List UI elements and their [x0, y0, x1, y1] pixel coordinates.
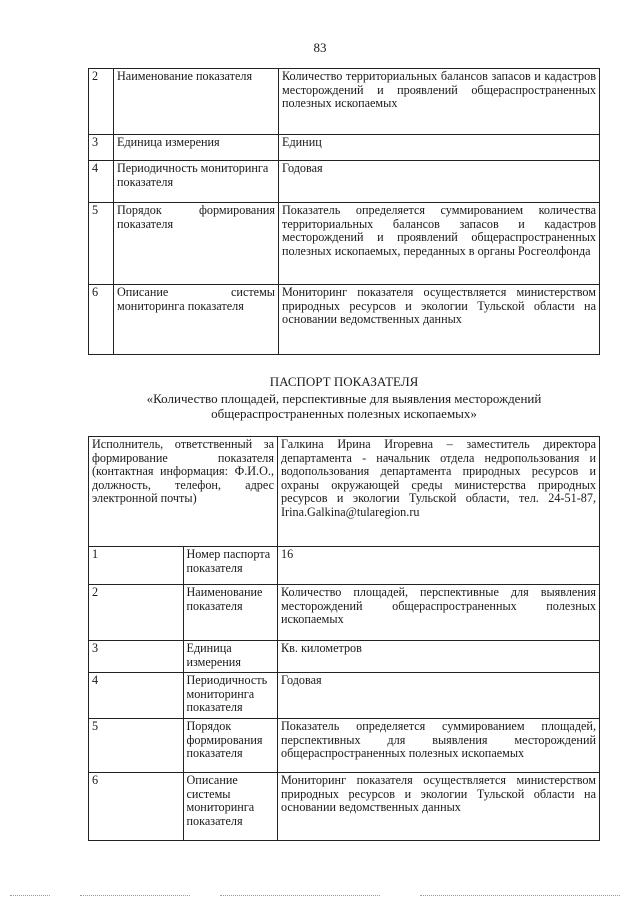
executor-row — [89, 437, 600, 547]
scan-artifact-line — [10, 895, 50, 897]
table-row — [89, 772, 600, 840]
table-row — [89, 161, 600, 203]
row-value: Годовая — [278, 673, 600, 719]
row-value: Единиц — [279, 135, 600, 161]
passport-subtitle-line1: «Количество площадей, перспективные для выявления месторождений — [146, 391, 542, 406]
row-number: 4 — [89, 161, 114, 203]
scan-artifact-line — [80, 895, 190, 897]
row-label: Периодичность мониторинга показателя — [114, 161, 279, 203]
row-value: Показатель определяется суммированием площадей, перспективных для выявления месторождений общераспространенных полезных ископаемых — [278, 718, 600, 772]
row-number: 2 — [89, 585, 184, 641]
indicator-table-continued — [88, 68, 600, 355]
table-row — [89, 718, 600, 772]
row-number: 5 — [89, 203, 114, 285]
row-number: 4 — [89, 673, 184, 719]
row-label: Номер паспорта показателя — [183, 547, 278, 585]
row-label: Порядок формирования показателя — [114, 203, 279, 285]
passport-subtitle-line2: общераспространенных полезных ископаемых» — [211, 406, 477, 421]
row-value: Кв. километров — [278, 641, 600, 673]
row-number: 3 — [89, 135, 114, 161]
row-value: Годовая — [279, 161, 600, 203]
row-number: 3 — [89, 641, 184, 673]
row-value: Мониторинг показателя осуществляется министерством природных ресурсов и экологии Тульской области на основании ведомственных данных — [279, 285, 600, 355]
row-number: 6 — [89, 772, 184, 840]
passport-heading: ПАСПОРТ ПОКАЗАТЕЛЯ — [269, 374, 419, 389]
row-value: 16 — [278, 547, 600, 585]
row-label: Периодичность мониторинга показателя — [183, 673, 278, 719]
row-value: Мониторинг показателя осуществляется министерством природных ресурсов и экологии Тульской области на основании ведомственных данных — [278, 772, 600, 840]
row-label: Наименование показателя — [114, 69, 279, 135]
page-number: 83 — [313, 40, 327, 55]
table-row — [89, 547, 600, 585]
table-row — [89, 585, 600, 641]
executor-value: Галкина Ирина Игоревна – заместитель директора департамента - начальник отдела недропользования и водопользования департамента природных ресурсов и охраны окружающей среды министерства природных ресурсов и экологии Тульской области, тел. 24-51-87, Irina.Galkina@tularegion.ru — [278, 437, 600, 547]
row-value: Количество площадей, перспективные для выявления месторождений общераспространенных полезных ископаемых — [278, 585, 600, 641]
row-number: 2 — [89, 69, 114, 135]
row-number: 1 — [89, 547, 184, 585]
row-value: Показатель определяется суммированием количества территориальных балансов запасов и кадастров месторождений и проявлений общераспространенных полезных ископаемых, переданных в органы Росгеолфонда — [279, 203, 600, 285]
row-label: Описание системы мониторинга показателя — [114, 285, 279, 355]
table-row — [89, 285, 600, 355]
row-value: Количество территориальных балансов запасов и кадастров месторождений и проявлений общераспространенных полезных ископаемых — [279, 69, 600, 135]
scan-artifact-line — [420, 895, 620, 897]
row-label: Единица измерения — [183, 641, 278, 673]
executor-label: Исполнитель, ответственный за формирование показателя (контактная информация: Ф.И.О., должность, телефон, адрес электронной почты) — [89, 437, 278, 547]
table-row — [89, 69, 600, 135]
row-number: 6 — [89, 285, 114, 355]
row-label: Порядок формирования показателя — [183, 718, 278, 772]
passport-table — [88, 436, 600, 841]
row-label: Наименование показателя — [183, 585, 278, 641]
scan-artifact-line — [220, 895, 380, 897]
table-row — [89, 673, 600, 719]
table-row — [89, 203, 600, 285]
row-label: Описание системы мониторинга показателя — [183, 772, 278, 840]
table-row — [89, 135, 600, 161]
row-number: 5 — [89, 718, 184, 772]
row-label: Единица измерения — [114, 135, 279, 161]
table-row — [89, 641, 600, 673]
